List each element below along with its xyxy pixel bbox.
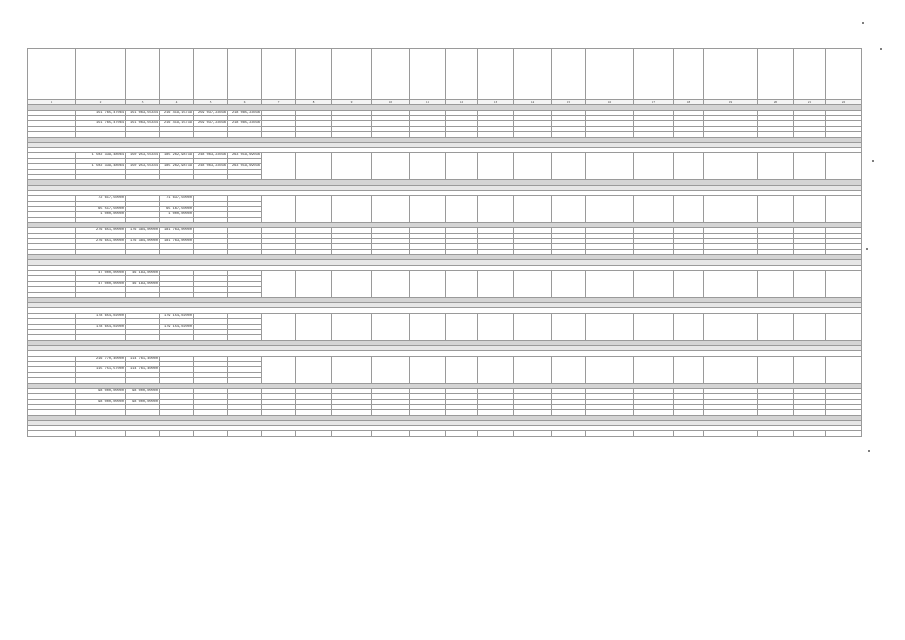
column-number: 4 (160, 100, 194, 105)
detail-cell (410, 153, 446, 180)
amount-cell: 46 183,00000 (126, 271, 160, 276)
detail-cell (262, 356, 296, 383)
column-header (28, 49, 76, 100)
column-number: 11 (410, 100, 446, 105)
detail-cell (794, 153, 826, 180)
column-number: 5 (194, 100, 228, 105)
amount-cell: 98 000,00000 (76, 388, 126, 393)
detail-cell (826, 313, 862, 340)
detail-cell (826, 271, 862, 298)
amount-cell: 178 654,02000 (76, 313, 126, 318)
detail-cell (634, 271, 674, 298)
detail-cell (586, 271, 634, 298)
detail-cell (634, 153, 674, 180)
amount-cell: 181 763,00000 (160, 239, 194, 244)
detail-cell (514, 196, 552, 223)
blank-cell (296, 431, 332, 436)
detail-cell (446, 356, 478, 383)
column-header (76, 49, 126, 100)
blank-cell (410, 431, 446, 436)
detail-cell (332, 196, 372, 223)
column-number: 18 (674, 100, 704, 105)
column-number: 20 (758, 100, 794, 105)
detail-cell (372, 356, 410, 383)
amount-cell: 150 953,55444 (126, 153, 160, 158)
column-header (552, 49, 586, 100)
detail-cell (446, 271, 478, 298)
amount-cell: 151 063,55444 (126, 110, 160, 115)
amount-cell: 276 651,00000 (76, 228, 126, 233)
column-header (794, 49, 826, 100)
detail-cell (794, 196, 826, 223)
detail-cell (674, 153, 704, 180)
detail-cell (794, 356, 826, 383)
blank-cell (372, 431, 410, 436)
amount-cell: 65 167,50000 (160, 206, 194, 211)
amount-cell: 151 765,47064 (76, 121, 126, 126)
funding-row (28, 153, 862, 158)
amount-cell: 185 262,98739 (160, 153, 194, 158)
amount-cell: 216 419,15739 (160, 110, 194, 115)
amount-cell: 98 000,00000 (126, 399, 160, 404)
blank-cell (332, 431, 372, 436)
detail-cell (674, 356, 704, 383)
funding-row (28, 356, 862, 361)
detail-cell (296, 196, 332, 223)
blank-cell (758, 431, 794, 436)
column-number: 14 (514, 100, 552, 105)
detail-cell (410, 313, 446, 340)
detail-cell (552, 313, 586, 340)
blank-cell (552, 431, 586, 436)
scan-speck (862, 22, 864, 24)
detail-cell (586, 153, 634, 180)
column-header (126, 49, 160, 100)
amount-cell: 65 517,50000 (76, 206, 126, 211)
amount-cell: 1 000,00000 (76, 212, 126, 217)
program-table (27, 48, 862, 437)
detail-cell (332, 313, 372, 340)
detail-cell (410, 271, 446, 298)
column-header (674, 49, 704, 100)
column-header (228, 49, 262, 100)
column-number: 22 (826, 100, 862, 105)
column-number: 19 (704, 100, 758, 105)
detail-cell (704, 271, 758, 298)
blank-cell (826, 431, 862, 436)
amount-cell: 46 183,00000 (126, 281, 160, 286)
detail-cell (478, 313, 514, 340)
amount-cell: 114 761,40000 (126, 367, 160, 372)
detail-cell (704, 313, 758, 340)
amount-cell: 216 770,40000 (76, 356, 126, 361)
detail-cell (332, 153, 372, 180)
detail-cell (514, 271, 552, 298)
detail-cell (332, 271, 372, 298)
detail-cell (296, 153, 332, 180)
detail-cell (758, 356, 794, 383)
detail-cell (634, 196, 674, 223)
amount-cell: 259 037,23036 (194, 110, 228, 115)
blank-cell (514, 431, 552, 436)
scan-speck (866, 248, 868, 250)
amount-cell: 176 384,00000 (126, 228, 160, 233)
detail-cell (262, 271, 296, 298)
amount-cell: 176 384,00000 (126, 239, 160, 244)
blank-cell (794, 431, 826, 436)
detail-cell (296, 313, 332, 340)
amount-cell: 71 637,50000 (160, 196, 194, 201)
column-header (262, 49, 296, 100)
detail-cell (552, 271, 586, 298)
detail-cell (446, 313, 478, 340)
amount-cell: 1 000,00000 (160, 212, 194, 217)
detail-cell (794, 313, 826, 340)
column-number: 21 (794, 100, 826, 105)
amount-cell: 150 953,55444 (126, 164, 160, 169)
detail-cell (552, 356, 586, 383)
amount-cell: 276 651,00000 (76, 239, 126, 244)
detail-cell (478, 196, 514, 223)
blank-cell (262, 431, 296, 436)
detail-cell (704, 356, 758, 383)
column-header (332, 49, 372, 100)
column-header (514, 49, 552, 100)
detail-cell (674, 313, 704, 340)
detail-cell (514, 313, 552, 340)
amount-cell: 178 654,02000 (76, 324, 126, 329)
blank-cell (586, 431, 634, 436)
amount-cell: 114 761,40000 (126, 356, 160, 361)
column-number: 1 (28, 100, 76, 105)
scan-speck (868, 450, 870, 452)
detail-cell (704, 196, 758, 223)
column-header (194, 49, 228, 100)
amount-cell: 263 019,69036 (228, 153, 262, 158)
amount-cell: 72 617,50000 (76, 196, 126, 201)
header-row (28, 49, 862, 100)
detail-cell (410, 196, 446, 223)
column-header (160, 49, 194, 100)
detail-cell (758, 196, 794, 223)
detail-cell (514, 356, 552, 383)
detail-cell (372, 313, 410, 340)
column-number: 12 (446, 100, 478, 105)
amount-cell (126, 431, 160, 436)
column-number: 3 (126, 100, 160, 105)
funding-label (28, 431, 76, 436)
column-number: 7 (262, 100, 296, 105)
scan-speck (880, 48, 882, 50)
amount-cell: 47 000,00000 (76, 281, 126, 286)
column-number: 2 (76, 100, 126, 105)
blank-cell (674, 431, 704, 436)
column-header (704, 49, 758, 100)
amount-cell: 216 419,15739 (160, 121, 194, 126)
detail-cell (296, 356, 332, 383)
detail-cell (262, 313, 296, 340)
detail-cell (794, 271, 826, 298)
amount-cell: 179 154,02000 (160, 324, 194, 329)
amount-cell: 98 000,00000 (126, 388, 160, 393)
detail-cell (446, 196, 478, 223)
blank-cell (704, 431, 758, 436)
detail-cell (758, 271, 794, 298)
column-number: 6 (228, 100, 262, 105)
amount-cell: 1 502 339,48064 (76, 153, 126, 158)
blank-cell (634, 431, 674, 436)
amount-cell (228, 431, 262, 436)
detail-cell (372, 271, 410, 298)
detail-cell (826, 356, 862, 383)
detail-cell (262, 153, 296, 180)
amount-cell: 179 154,02000 (160, 313, 194, 318)
amount-cell: 263 019,69036 (228, 164, 262, 169)
amount-cell: 218 085,23036 (228, 110, 262, 115)
amount-cell: 259 037,23036 (194, 121, 228, 126)
column-header (478, 49, 514, 100)
detail-cell (296, 271, 332, 298)
amount-cell: 47 000,00000 (76, 271, 126, 276)
detail-cell (262, 196, 296, 223)
amount-cell (194, 431, 228, 436)
detail-cell (332, 356, 372, 383)
detail-cell (586, 196, 634, 223)
funding-row (28, 271, 862, 276)
blank-cell (478, 431, 514, 436)
blank-cell (446, 431, 478, 436)
detail-cell (586, 356, 634, 383)
scan-speck (872, 160, 874, 162)
detail-cell (446, 153, 478, 180)
detail-cell (552, 153, 586, 180)
detail-cell (634, 313, 674, 340)
detail-cell (478, 271, 514, 298)
column-header (586, 49, 634, 100)
detail-cell (758, 153, 794, 180)
column-header (372, 49, 410, 100)
detail-cell (478, 356, 514, 383)
column-number: 15 (552, 100, 586, 105)
detail-cell (704, 153, 758, 180)
amount-cell (76, 431, 126, 436)
column-number: 16 (586, 100, 634, 105)
detail-cell (826, 153, 862, 180)
detail-cell (826, 196, 862, 223)
column-header (296, 49, 332, 100)
amount-cell (160, 431, 194, 436)
detail-cell (674, 196, 704, 223)
amount-cell: 248 063,23036 (194, 153, 228, 158)
funding-row (28, 431, 862, 436)
amount-cell: 151 063,55444 (126, 121, 160, 126)
column-header (758, 49, 794, 100)
detail-cell (514, 153, 552, 180)
detail-cell (634, 356, 674, 383)
detail-cell (372, 196, 410, 223)
amount-cell: 218 085,23036 (228, 121, 262, 126)
detail-cell (552, 196, 586, 223)
detail-cell (410, 356, 446, 383)
amount-cell: 185 262,98739 (160, 164, 194, 169)
detail-cell (478, 153, 514, 180)
column-number: 10 (372, 100, 410, 105)
column-header (446, 49, 478, 100)
amount-cell: 151 765,47064 (76, 110, 126, 115)
document-page (27, 48, 850, 613)
column-number: 17 (634, 100, 674, 105)
amount-cell: 248 063,23036 (194, 164, 228, 169)
column-header (826, 49, 862, 100)
column-number: 8 (296, 100, 332, 105)
detail-cell (674, 271, 704, 298)
column-header (634, 49, 674, 100)
amount-cell: 115 751,57000 (76, 367, 126, 372)
detail-cell (586, 313, 634, 340)
amount-cell: 181 763,00000 (160, 228, 194, 233)
column-header (410, 49, 446, 100)
detail-cell (372, 153, 410, 180)
amount-cell: 98 000,00000 (76, 399, 126, 404)
detail-cell (758, 313, 794, 340)
amount-cell: 1 502 339,48064 (76, 164, 126, 169)
column-number: 13 (478, 100, 514, 105)
column-number: 9 (332, 100, 372, 105)
